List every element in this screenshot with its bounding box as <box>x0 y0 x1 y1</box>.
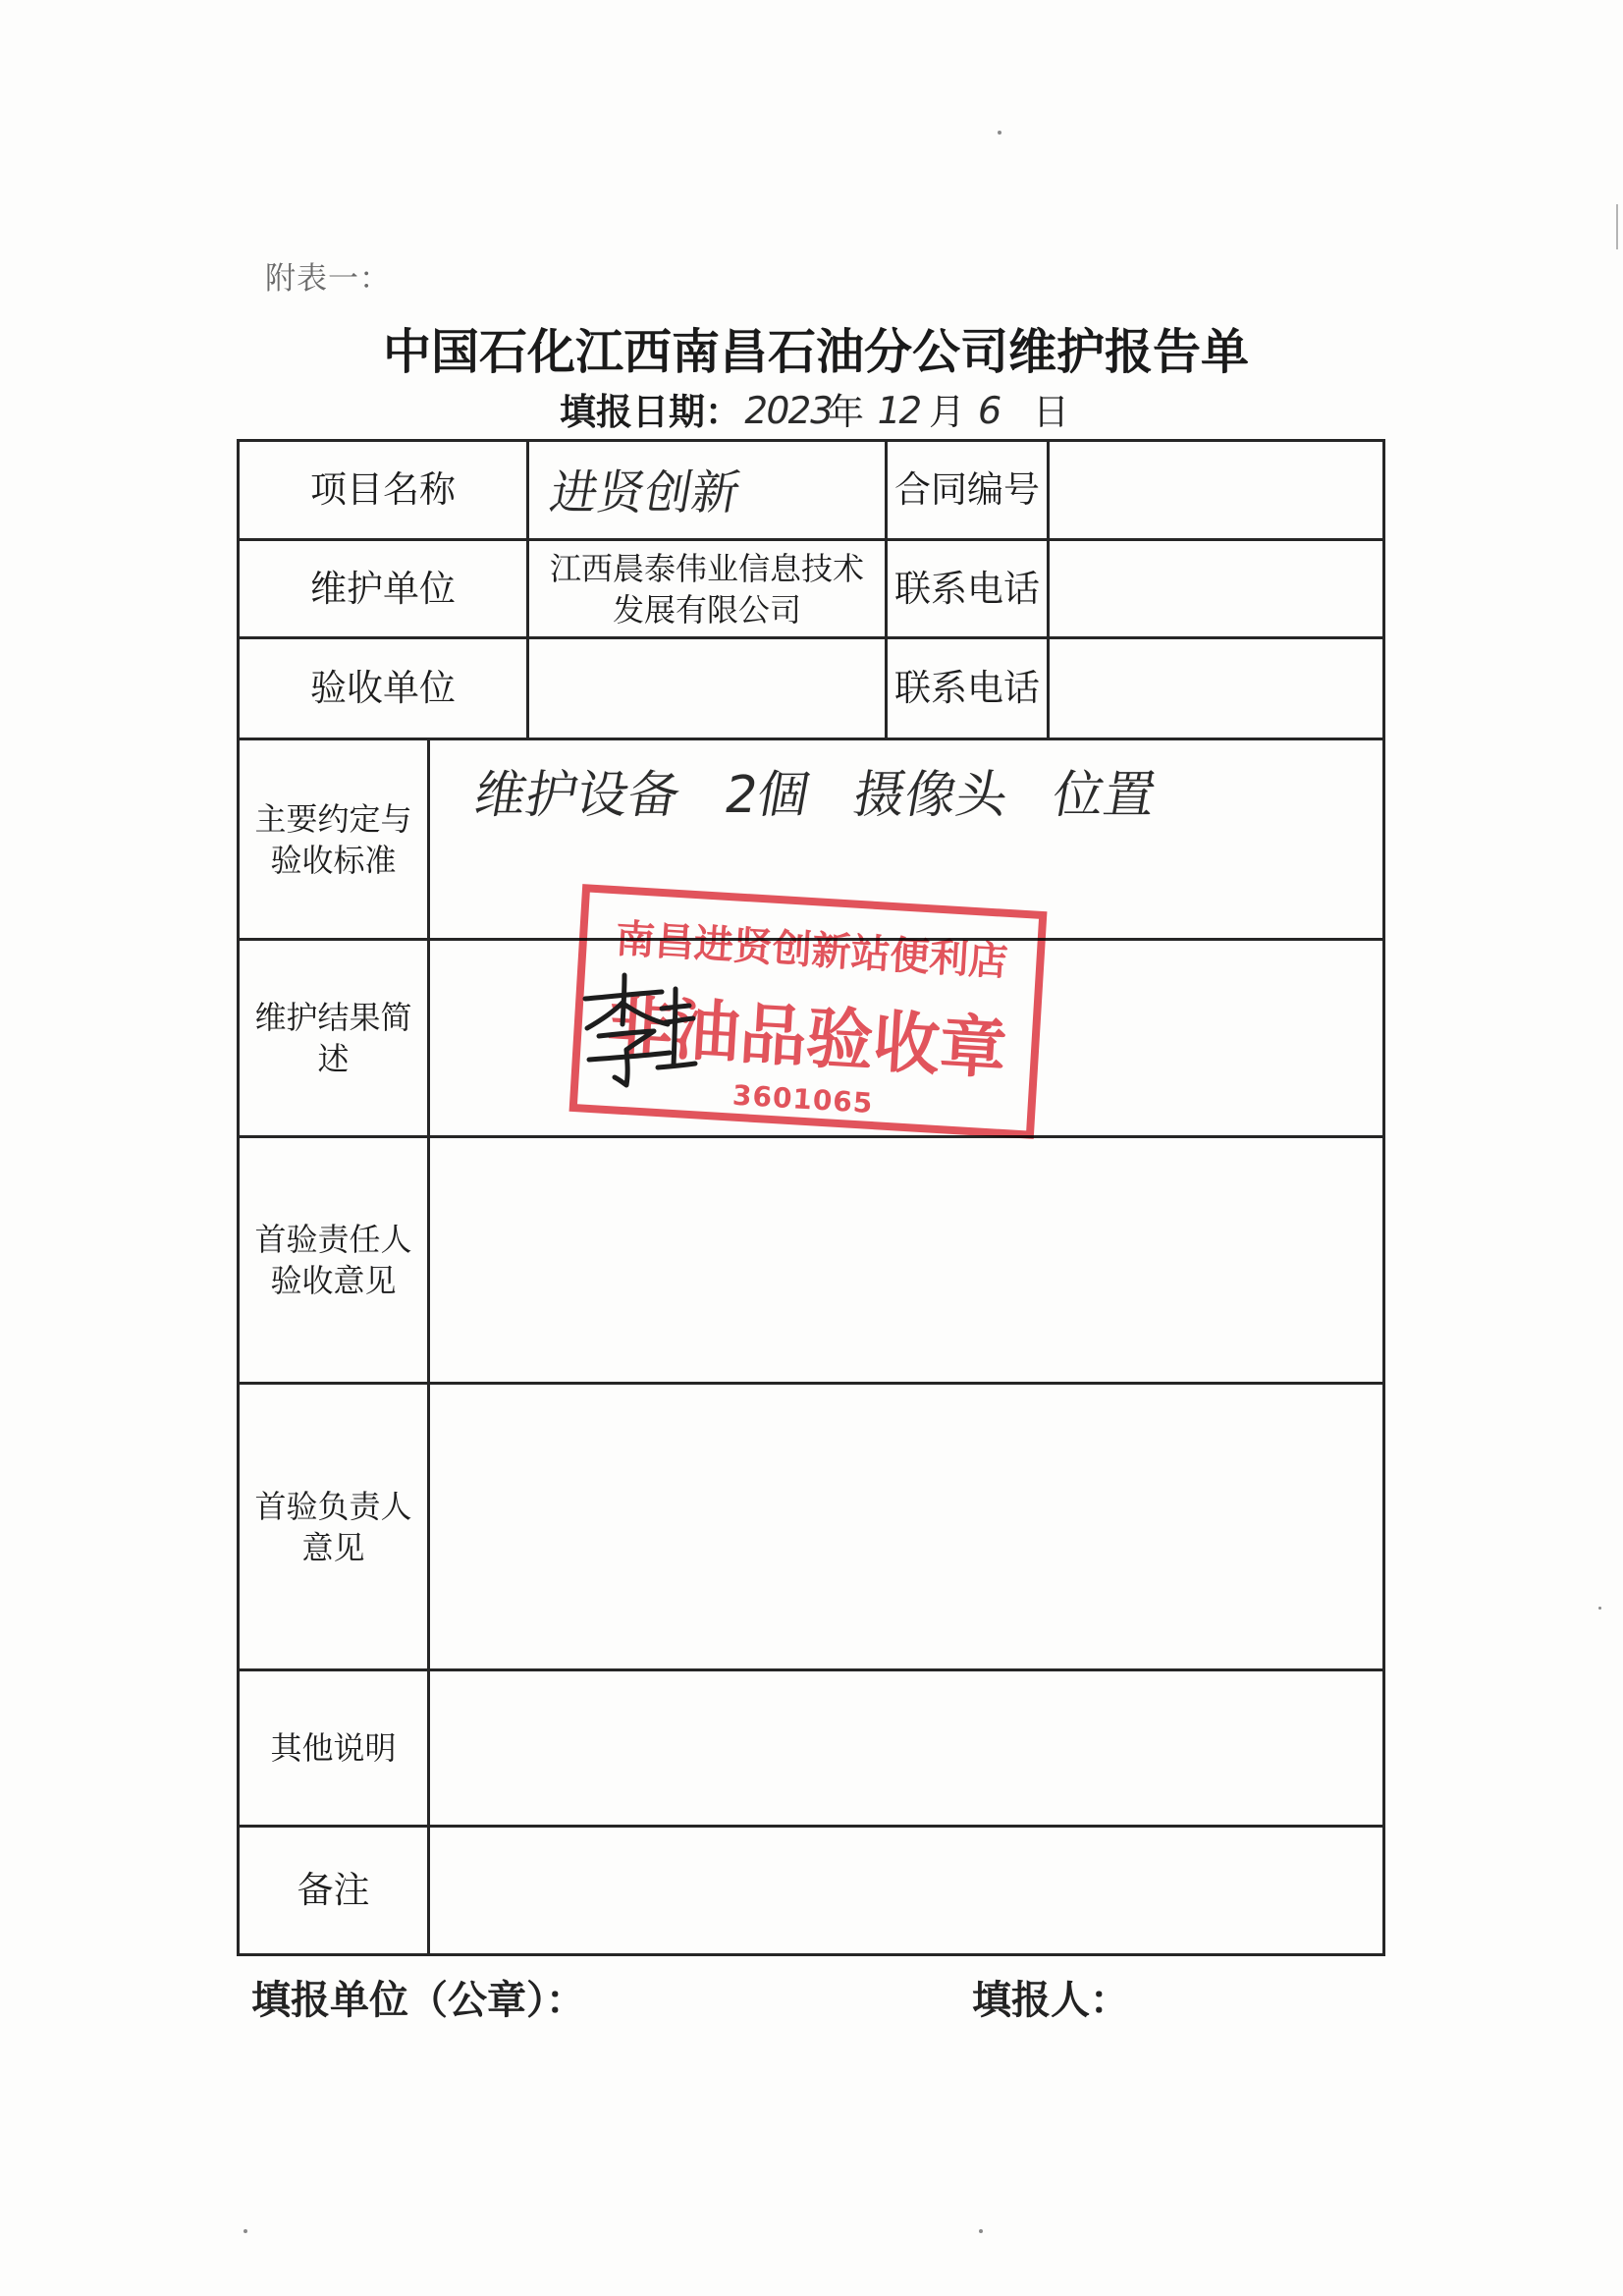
maintenance-unit-value-cell <box>529 541 888 639</box>
contract-no-label-cell <box>888 442 1050 541</box>
agreement-handwritten: 维护设备 2個 摄像头 位置 <box>469 766 1161 825</box>
scan-speck <box>243 2229 247 2233</box>
scan-speck <box>998 131 1001 135</box>
project-name-handwritten: 进贤创新 <box>546 465 744 520</box>
project-name-label-cell <box>240 442 529 541</box>
first-supervisor-label-line2: 意见 <box>301 1528 365 1566</box>
first-inspector-content-cell <box>430 1138 1385 1385</box>
maintenance-phone-label: 联系电话 <box>894 567 1040 610</box>
other-notes-label-cell <box>240 1671 430 1828</box>
result-summary-label-line2: 述 <box>317 1040 350 1077</box>
stamp-store-name: 南昌进贤创新站便利店 <box>614 916 1009 985</box>
handwritten-signature <box>568 967 699 1095</box>
other-notes-content-cell <box>430 1671 1385 1828</box>
agreement-label-line1: 主要约定与 <box>254 799 412 838</box>
footer-unit-label: 填报单位（公章）： <box>251 1978 585 2023</box>
acceptance-phone-label-cell <box>888 639 1050 740</box>
remarks-content-cell <box>430 1828 1385 1956</box>
acceptance-unit-label: 验收单位 <box>310 667 456 709</box>
agreement-label-line2: 验收标准 <box>270 841 397 879</box>
date-year-unit: 年 <box>828 391 864 433</box>
maintenance-phone-value-cell <box>1050 541 1385 639</box>
first-supervisor-label-cell <box>240 1385 430 1671</box>
acceptance-unit-label-cell <box>240 639 529 740</box>
remarks-label: 备注 <box>297 1869 370 1911</box>
info-table <box>237 439 1385 740</box>
other-notes-label: 其他说明 <box>270 1729 397 1767</box>
first-supervisor-label-line1: 首验负责人 <box>254 1487 412 1525</box>
project-name-label: 项目名称 <box>310 468 456 511</box>
remarks-label-cell <box>240 1828 430 1956</box>
acceptance-phone-value-cell <box>1050 639 1385 740</box>
maintenance-unit-value-line1: 江西晨泰伟业信息技术 <box>549 549 864 587</box>
first-inspector-label-cell <box>240 1138 430 1385</box>
maintenance-unit-label-cell <box>240 541 529 639</box>
scan-edge-line <box>1616 204 1618 249</box>
date-month-unit: 月 <box>929 391 965 433</box>
date-month-handwritten: 12 <box>873 389 925 432</box>
contract-no-label: 合同编号 <box>894 468 1040 511</box>
maintenance-unit-label: 维护单位 <box>310 567 456 610</box>
first-inspector-label-line2: 验收意见 <box>270 1262 397 1299</box>
scan-speck <box>979 2229 983 2233</box>
first-supervisor-content-cell <box>430 1385 1385 1671</box>
acceptance-unit-value-cell <box>529 639 888 740</box>
footer-reporter-label: 填报人： <box>972 1978 1129 2023</box>
project-name-value-cell <box>529 442 888 541</box>
maintenance-phone-label-cell <box>888 541 1050 639</box>
result-summary-label-cell <box>240 941 430 1138</box>
date-label: 填报日期： <box>560 391 741 433</box>
acceptance-phone-label: 联系电话 <box>894 667 1040 709</box>
maintenance-unit-value-line2: 发展有限公司 <box>612 590 801 629</box>
document-title: 中国石化江西南昌石油分公司维护报告单 <box>382 324 1249 380</box>
first-inspector-label-line1: 首验责任人 <box>254 1221 412 1258</box>
date-day-handwritten: 6 <box>974 389 1004 432</box>
result-summary-label-line1: 维护结果简 <box>254 999 412 1036</box>
date-day-unit: 日 <box>1033 391 1069 433</box>
scan-speck <box>1598 1607 1601 1610</box>
agreement-label-cell <box>240 740 430 941</box>
stamp-code: 3601065 <box>731 1078 875 1121</box>
contract-no-value-cell <box>1050 442 1385 541</box>
attachment-label: 附表一： <box>265 261 391 297</box>
stamp-seal-title: 非油品验收章 <box>604 987 1009 1089</box>
date-year-handwritten: 2023 <box>740 389 836 432</box>
